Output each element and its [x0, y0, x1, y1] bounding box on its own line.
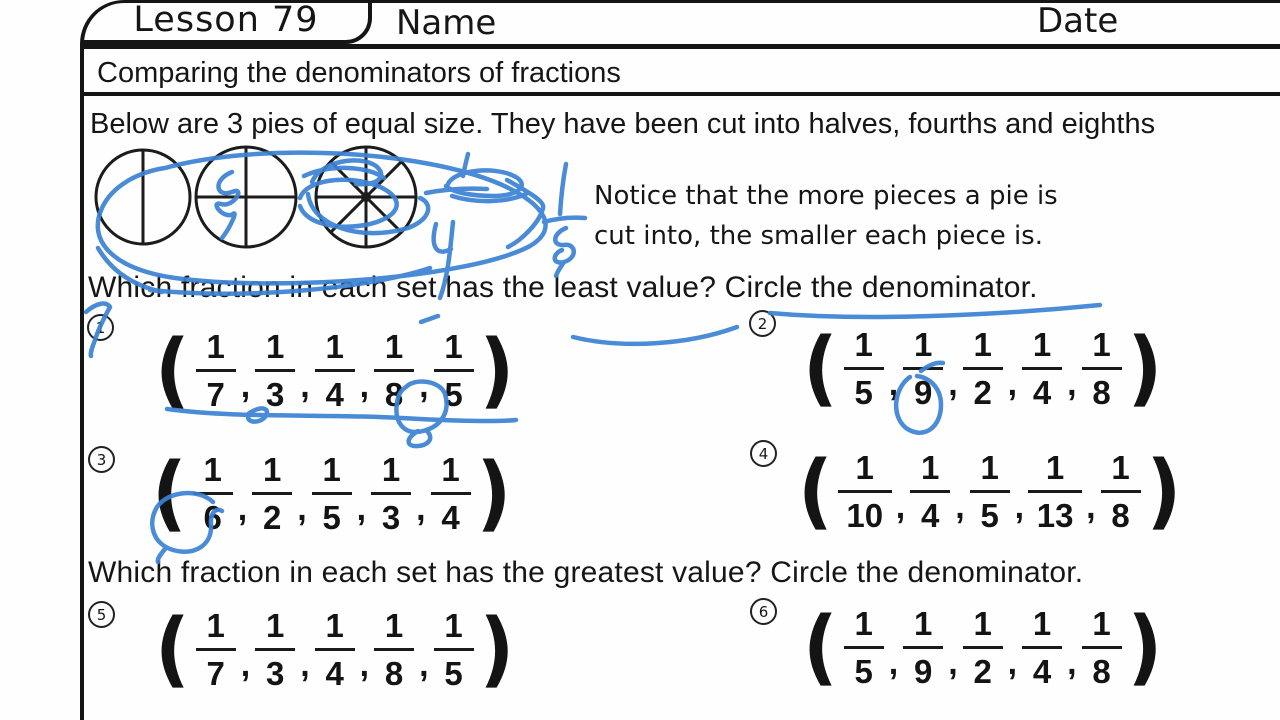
fraction: [1019, 604, 1065, 690]
fraction: [249, 450, 295, 536]
notice-text: [594, 176, 1058, 256]
comma: ,: [300, 645, 310, 684]
fraction: [312, 606, 358, 692]
fraction: [960, 325, 1006, 411]
fraction-bar: [1082, 646, 1122, 649]
problem-number-badge: 5: [88, 601, 115, 628]
fraction-bar: [196, 648, 236, 651]
fraction-bar: [1082, 367, 1122, 370]
fraction-numerator: 1: [1092, 604, 1111, 642]
fraction-bar: [844, 367, 884, 370]
close-paren: ): [1146, 442, 1182, 539]
fraction-bar: [434, 369, 474, 372]
fraction: [900, 325, 946, 411]
fraction-numerator: 1: [1032, 325, 1052, 363]
fraction-denominator: 9: [914, 652, 933, 690]
fraction-denominator: 13: [1036, 496, 1074, 534]
date-label: Date: [1037, 1, 1119, 41]
fraction-bar: [970, 490, 1010, 493]
comma: ,: [416, 489, 426, 528]
fraction-denominator: 7: [206, 654, 225, 692]
fraction-denominator: 2: [973, 373, 992, 411]
fraction: [900, 604, 946, 690]
fraction: [907, 448, 953, 534]
close-paren: ): [1127, 598, 1163, 695]
fraction-bar: [903, 367, 943, 370]
notice-line-2: cut into, the smaller each piece is.: [594, 221, 1043, 251]
fraction: [193, 327, 239, 413]
fraction-numerator: 1: [266, 327, 285, 365]
comma: ,: [948, 643, 958, 682]
fraction-numerator: 1: [266, 606, 285, 644]
fraction-denominator: 3: [266, 654, 285, 692]
fraction: [312, 327, 358, 413]
comma: ,: [1014, 487, 1025, 526]
fraction-numerator: 1: [441, 450, 460, 488]
fraction-set: [152, 600, 517, 697]
fraction-set: [795, 442, 1184, 539]
fraction: [371, 327, 417, 413]
fraction-numerator: 1: [203, 450, 222, 488]
comma: ,: [300, 366, 310, 405]
fraction-numerator: 1: [973, 604, 992, 642]
fraction: [309, 450, 355, 536]
greatest-value-prompt: Which fraction in each set has the greatest value? Circle the denominator.: [88, 556, 1084, 589]
comma: ,: [1007, 643, 1018, 682]
fraction-denominator: 2: [263, 498, 282, 536]
fraction-numerator: 1: [854, 604, 873, 642]
open-paren: (: [152, 444, 187, 541]
close-paren: ): [479, 600, 515, 697]
notice-line-1: Notice that the more pieces a pie is: [594, 181, 1058, 211]
fraction-numerator: 1: [973, 325, 992, 363]
lesson-tab: [84, 0, 372, 44]
problem-number-badge: 4: [750, 440, 777, 467]
fraction-bar: [963, 646, 1003, 649]
fraction: [1079, 325, 1125, 411]
fraction-denominator: 9: [914, 373, 933, 411]
fraction: [371, 606, 417, 692]
fraction: [428, 450, 474, 536]
fraction-numerator: 1: [444, 606, 463, 644]
fraction-numerator: 1: [206, 327, 225, 365]
header-divider: [80, 44, 1280, 49]
fraction: [431, 606, 477, 692]
fraction-numerator: 1: [325, 606, 344, 644]
fraction: [967, 448, 1013, 534]
fraction-bar: [431, 492, 471, 495]
fraction-denominator: 8: [384, 375, 404, 413]
fraction: [252, 327, 298, 413]
comma: ,: [1086, 487, 1096, 526]
close-paren: ): [476, 444, 512, 541]
fraction-numerator: 1: [444, 327, 463, 365]
comma: ,: [1067, 364, 1077, 403]
worksheet-title: Comparing the denominators of fractions: [97, 57, 621, 89]
fraction-bar: [374, 369, 414, 372]
fraction-bar: [910, 490, 950, 493]
fraction-denominator: 6: [203, 498, 222, 536]
fraction: [960, 604, 1006, 690]
fraction-set: [800, 598, 1165, 695]
fraction-denominator: 5: [854, 652, 873, 690]
fraction-denominator: 8: [1092, 652, 1111, 690]
fraction-denominator: 7: [206, 375, 225, 413]
fraction-denominator: 3: [381, 498, 401, 536]
fraction-denominator: 10: [846, 496, 884, 534]
fraction-denominator: 2: [973, 652, 992, 690]
fraction-denominator: 4: [325, 375, 344, 413]
fraction-bar: [315, 648, 355, 651]
fraction-bar: [255, 369, 295, 372]
comma: ,: [240, 645, 251, 684]
fraction: [193, 606, 239, 692]
open-paren: (: [155, 321, 190, 418]
fraction-denominator: 8: [384, 654, 404, 692]
fraction-numerator: 1: [855, 448, 874, 486]
fraction-bar: [371, 492, 411, 495]
comma: ,: [948, 364, 958, 403]
fraction-bar: [193, 492, 233, 495]
fraction-numerator: 1: [381, 450, 401, 488]
problem-number-badge: 1: [87, 314, 114, 341]
comma: ,: [359, 645, 370, 684]
fraction-bar: [844, 646, 884, 649]
fraction-numerator: 1: [1032, 604, 1052, 642]
fraction: [252, 606, 298, 692]
fraction-bar: [252, 492, 292, 495]
open-paren: (: [803, 319, 838, 416]
fraction: [841, 325, 887, 411]
fraction: [1098, 448, 1144, 534]
fraction-denominator: 3: [266, 375, 285, 413]
comma: ,: [895, 487, 906, 526]
fraction-bar: [1028, 490, 1082, 493]
fraction-numerator: 1: [1045, 448, 1065, 486]
name-label: Name: [396, 3, 497, 43]
fraction-bar: [903, 646, 943, 649]
comma: ,: [359, 366, 370, 405]
fraction-bar: [1022, 367, 1062, 370]
fraction-numerator: 1: [914, 604, 933, 642]
fraction-set: [152, 321, 517, 418]
fraction: [841, 604, 887, 690]
fraction: [1026, 448, 1084, 534]
fraction-numerator: 1: [1111, 448, 1130, 486]
open-paren: (: [798, 442, 833, 539]
open-paren: (: [803, 598, 838, 695]
comma: ,: [237, 489, 248, 528]
fraction-denominator: 5: [444, 654, 463, 692]
fraction: [1079, 604, 1125, 690]
fraction-set: [800, 319, 1165, 416]
fraction-bar: [434, 648, 474, 651]
fraction-numerator: 1: [384, 327, 404, 365]
fraction-denominator: 4: [1032, 652, 1052, 690]
fraction-numerator: 1: [325, 327, 344, 365]
comma: ,: [240, 366, 251, 405]
problem-number-badge: 2: [749, 310, 776, 337]
comma: ,: [297, 489, 307, 528]
fraction-denominator: 4: [921, 496, 940, 534]
fraction-bar: [838, 490, 892, 493]
fraction-denominator: 8: [1111, 496, 1130, 534]
fraction-bar: [312, 492, 352, 495]
fraction-denominator: 5: [980, 496, 999, 534]
fraction: [190, 450, 236, 536]
fraction-set: [149, 444, 514, 541]
fraction-denominator: 8: [1092, 373, 1111, 411]
fraction: [368, 450, 414, 536]
fraction-bar: [315, 369, 355, 372]
fraction-bar: [255, 648, 295, 651]
fraction-bar: [1101, 490, 1141, 493]
fraction-numerator: 1: [1092, 325, 1111, 363]
fraction-numerator: 1: [322, 450, 341, 488]
fraction-numerator: 1: [980, 448, 999, 486]
fraction-numerator: 1: [206, 606, 225, 644]
intro-text: Below are 3 pies of equal size. They have been cut into halves, fourths and eighths: [90, 108, 1156, 140]
comma: ,: [419, 645, 429, 684]
comma: ,: [1007, 364, 1018, 403]
comma: ,: [419, 366, 429, 405]
fraction: [836, 448, 894, 534]
fraction-numerator: 1: [854, 325, 873, 363]
fraction-denominator: 5: [444, 375, 463, 413]
fraction-bar: [374, 648, 414, 651]
fraction-denominator: 4: [441, 498, 460, 536]
comma: ,: [888, 364, 899, 403]
fraction-bar: [1022, 646, 1062, 649]
lesson-label: Lesson 79: [133, 0, 319, 40]
comma: ,: [955, 487, 965, 526]
fraction-numerator: 1: [921, 448, 940, 486]
fraction-bar: [963, 367, 1003, 370]
fraction: [431, 327, 477, 413]
title-divider: [80, 92, 1280, 96]
comma: ,: [1067, 643, 1077, 682]
comma: ,: [356, 489, 367, 528]
comma: ,: [888, 643, 899, 682]
problem-number-badge: 3: [88, 446, 115, 473]
close-paren: ): [479, 321, 515, 418]
fraction: [1019, 325, 1065, 411]
close-paren: ): [1127, 319, 1163, 416]
fraction-denominator: 5: [322, 498, 341, 536]
fraction-numerator: 1: [384, 606, 404, 644]
least-value-prompt: Which fraction in each set has the least value? Circle the denominator.: [88, 271, 1038, 304]
fraction-numerator: 1: [914, 325, 933, 363]
fraction-denominator: 4: [325, 654, 344, 692]
problem-number-badge: 6: [750, 598, 777, 625]
fraction-denominator: 5: [854, 373, 873, 411]
fraction-denominator: 4: [1032, 373, 1052, 411]
open-paren: (: [155, 600, 190, 697]
fraction-numerator: 1: [263, 450, 282, 488]
fraction-bar: [196, 369, 236, 372]
